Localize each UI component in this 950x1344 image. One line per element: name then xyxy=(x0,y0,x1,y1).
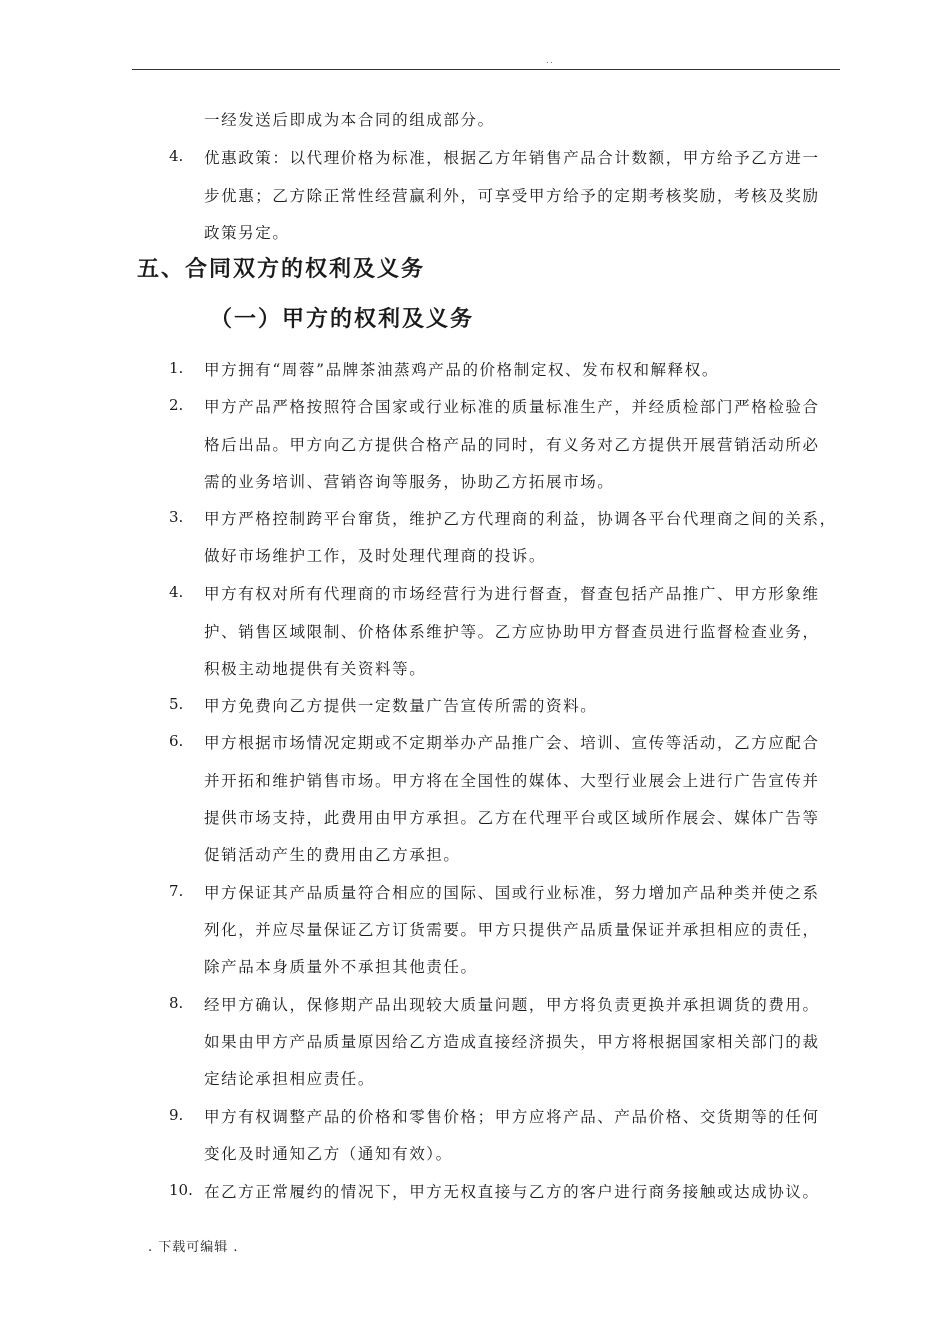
list-item-line: 甲方免费向乙方提供一定数量广告宣传所需的资料。 xyxy=(204,697,598,715)
list-item-line: 甲方有权调整产品的价格和零售价格；甲方应将产品、产品价格、交货期等的任何 xyxy=(204,1108,820,1126)
list-item-line: 经甲方确认，保修期产品出现较大质量问题，甲方将负责更换并承担调货的费用。 xyxy=(204,996,820,1014)
list-item-line: 护、销售区域限制、价格体系维护等。乙方应协助甲方督查员进行监督检查业务， xyxy=(204,623,820,641)
list-item-number: 6. xyxy=(169,732,184,750)
section-heading: 五、合同双方的权利及义务 xyxy=(137,257,426,282)
prev-item-line: 政策另定。 xyxy=(204,224,290,242)
list-item-line: 格后出品。甲方向乙方提供合格产品的同时，有义务对乙方提供开展营销活动所必 xyxy=(204,436,820,454)
list-item-line: 甲方保证其产品质量符合相应的国际、国或行业标准，努力增加产品种类并使之系 xyxy=(204,884,820,902)
list-item-line: 并开拓和维护销售市场。甲方将在全国性的媒体、大型行业展会上进行广告宣传并 xyxy=(204,772,820,790)
carryover-line: 一经发送后即成为本合同的组成部分。 xyxy=(204,111,495,129)
list-item-number: 9. xyxy=(169,1106,184,1124)
list-item-line: 在乙方正常履约的情况下，甲方无权直接与乙方的客户进行商务接触或达成协议。 xyxy=(204,1183,820,1201)
subsection-heading: （一）甲方的权利及义务 xyxy=(210,307,475,332)
header-rule xyxy=(132,69,840,70)
list-item-line: 积极主动地提供有关资料等。 xyxy=(204,660,427,678)
list-item-line: 提供市场支持，此费用由甲方承担。乙方在代理平台或区域所作展会、媒体广告等 xyxy=(204,809,820,827)
list-item-number: 10. xyxy=(169,1181,193,1199)
list-item-number: 1. xyxy=(169,359,184,377)
list-item-line: 甲方拥有“周蓉”品牌茶油蒸鸡产品的价格制定权、发布权和解释权。 xyxy=(204,361,719,379)
list-item-line: 甲方根据市场情况定期或不定期举办产品推广会、培训、宣传等活动，乙方应配合 xyxy=(204,734,820,752)
page-footer: . 下载可编辑 . xyxy=(148,1240,239,1255)
list-item-line: 促销活动产生的费用由乙方承担。 xyxy=(204,846,461,864)
list-item-number: 8. xyxy=(169,994,184,1012)
list-item-number: 3. xyxy=(169,508,184,526)
list-item-line: 定结论承担相应责任。 xyxy=(204,1070,376,1088)
list-item-line: 如果由甲方产品质量原因给乙方造成直接经济损失，甲方将根据国家相关部门的裁 xyxy=(204,1033,820,1051)
list-item-line: 甲方产品严格按照符合国家或行业标准的质量标准生产，并经质检部门严格检验合 xyxy=(204,398,820,416)
list-item-line: 甲方严格控制跨平台窜货，维护乙方代理商的利益，协调各平台代理商之间的关系， xyxy=(204,510,837,528)
prev-item-line: 优惠政策：以代理价格为标准，根据乙方年销售产品合计数额，甲方给予乙方进一 xyxy=(204,149,820,167)
list-item-number: 7. xyxy=(169,882,184,900)
list-item-line: 甲方有权对所有代理商的市场经营行为进行督查，督查包括产品推广、甲方形象维 xyxy=(204,585,820,603)
header-mark: .. xyxy=(546,56,554,66)
list-item-line: 做好市场维护工作，及时处理代理商的投诉。 xyxy=(204,547,547,565)
list-item-line: 变化及时通知乙方（通知有效）。 xyxy=(204,1145,453,1163)
list-item-line: 需的业务培训、营销咨询等服务，协助乙方拓展市场。 xyxy=(204,473,615,491)
list-item-number: 5. xyxy=(169,695,184,713)
list-item-line: 列化，并应尽量保证乙方订货需要。甲方只提供产品质量保证并承担相应的责任， xyxy=(204,921,820,939)
prev-item-number: 4. xyxy=(169,147,184,165)
list-item-line: 除产品本身质量外不承担其他责任。 xyxy=(204,958,478,976)
list-item-number: 2. xyxy=(169,396,184,414)
prev-item-line: 步优惠；乙方除正常性经营赢利外，可享受甲方给予的定期考核奖励，考核及奖励 xyxy=(204,187,820,205)
list-item-number: 4. xyxy=(169,583,184,601)
